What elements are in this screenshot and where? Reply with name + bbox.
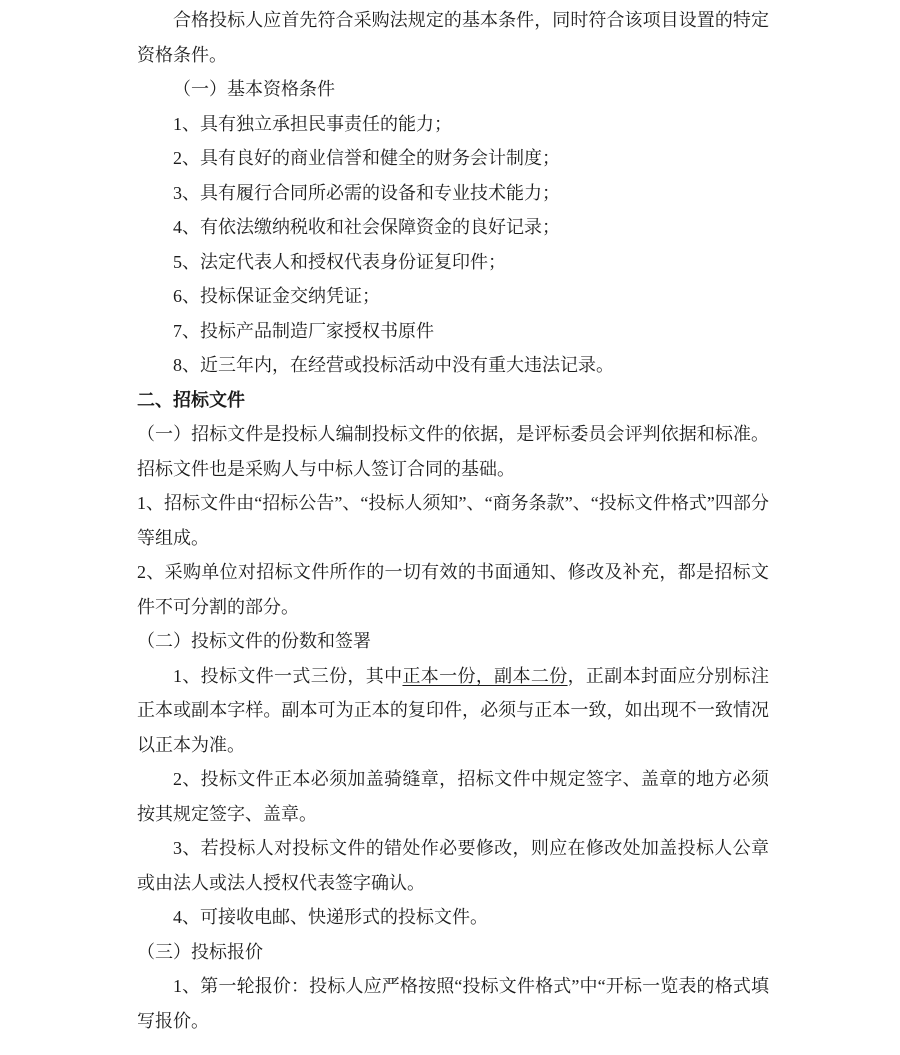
text-run: 1、第一轮报价：投标人应严格按照“投标文件格式”中“开标一览表的格式填写报价。 [137,976,769,1031]
text-run: （三）投标报价 [137,941,263,962]
text-run: 3、若投标人对投标文件的错处作必要修改，则应在修改处加盖投标人公章或由法人或法人授权代表签字确认。 [137,838,769,893]
text-run: ，正副本封面应分别标注正本或副本字样。副本可为正本的复印件，必须与正本一致，如出现不一致情况以正本为准。 [137,665,769,755]
text-run: 2、具有良好的商业信誉和健全的财务会计制度； [173,148,560,168]
text-run: 1、投标文件一式三份，其中 [173,665,403,686]
paragraph-basic-item-7 [137,314,769,349]
text-run: 1、招标文件由“招标公告”、“投标人须知”、“商务条款”、“投标文件格式”四部分等组成。 [137,493,769,548]
paragraph-tender-doc-amendments [137,555,769,624]
paragraph-tender-doc-basis [137,417,769,486]
document-body [137,3,769,1038]
text-run: （一）基本资格条件 [173,79,335,99]
paragraph-tender-doc-composition [137,486,769,555]
paragraph-basic-item-1 [137,107,769,142]
paragraph-basic-item-3 [137,176,769,211]
paragraph-basic-item-8 [137,348,769,383]
text-run: 5、法定代表人和授权代表身份证复印件； [173,251,506,272]
paragraph-basic-item-6 [137,279,769,314]
text-run: 3、具有履行合同所必需的设备和专业技术能力； [173,182,560,203]
text-run: 合格投标人应首先符合采购法规定的基本条件，同时符合该项目设置的特定资格条件。 [137,10,769,65]
paragraph-copies-signing-heading [137,624,769,659]
text-run: 二、招标文件 [137,389,245,410]
text-run: （一）招标文件是投标人编制投标文件的依据，是评标委员会评判依据和标准。招标文件也是采购人与中标人签订合同的基础。 [137,424,769,479]
paragraph-basic-item-2 [137,141,769,176]
text-run: 1、具有独立承担民事责任的能力； [173,113,452,134]
text-run: 2、投标文件正本必须加盖骑缝章，招标文件中规定签字、盖章的地方必须按其规定签字、盖章。 [137,769,769,824]
underlined-text-run: 正本一份，副本二份 [402,665,568,686]
text-run: 6、投标保证金交纳凭证； [173,286,380,306]
paragraph-copies-item-2 [137,762,769,831]
paragraph-basic-item-5 [137,245,769,280]
paragraph-basic-qualification-heading [137,72,769,107]
paragraph-copies-item-1 [137,659,769,763]
text-run: 4、可接收电邮、快递形式的投标文件。 [173,907,488,927]
paragraph-section-2-heading [137,383,769,418]
text-run: 4、有依法缴纳税收和社会保障资金的良好记录； [173,217,560,237]
text-run: 8、近三年内，在经营或投标活动中没有重大违法记录。 [173,355,614,375]
paragraph-bid-price-item-1 [137,969,769,1038]
paragraph-basic-item-4 [137,210,769,245]
paragraph-qualification-intro [137,3,769,72]
text-run: （二）投标文件的份数和签署 [137,631,371,651]
paragraph-bid-price-heading [137,935,769,970]
text-run: 7、投标产品制造厂家授权书原件 [173,320,434,341]
paragraph-copies-item-3 [137,831,769,900]
text-run: 2、采购单位对招标文件所作的一切有效的书面通知、修改及补充，都是招标文件不可分割的部分。 [137,562,769,617]
paragraph-copies-item-4 [137,900,769,935]
